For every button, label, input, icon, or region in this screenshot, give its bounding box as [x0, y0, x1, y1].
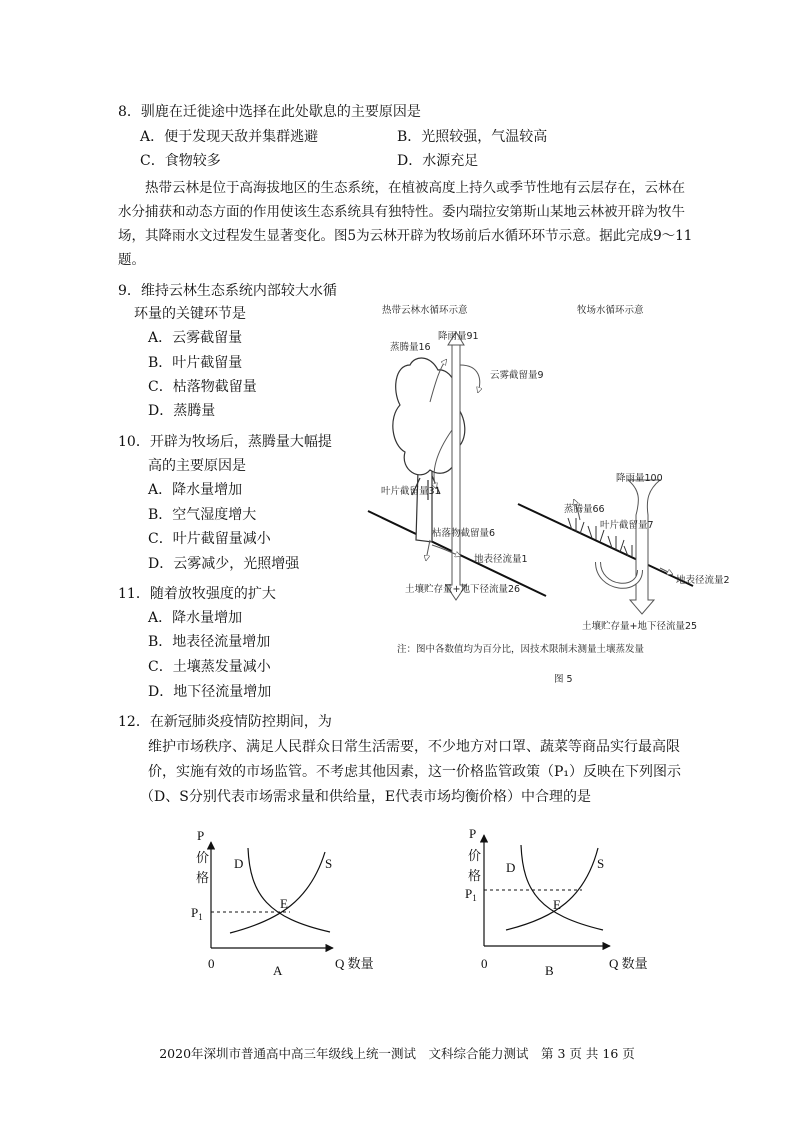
q9-option-c: C．枯落物截留量: [148, 379, 257, 395]
q8-stem: 8．驯鹿在迁徙途中选择在此处歇息的主要原因是: [118, 104, 421, 120]
forest-runoff-label: 地表径流量1: [474, 554, 528, 565]
figure-note: 注：图中各数值均为百分比，因技术限制未测量土壤蒸发量: [397, 644, 645, 655]
fig-title-forest: 热带云林水循环示意: [382, 305, 468, 316]
q11-option-d: D．地下径流量增加: [148, 684, 272, 700]
graph-b-e-label: E: [553, 897, 561, 912]
graph-a-p1-label: [191, 905, 203, 922]
q12-line2: 维护市场秩序、满足人民群众日常生活需要，不少地方对口罩、蔬菜等商品实行最高限: [148, 739, 680, 755]
q9-stem-line2: 环量的关键环节是: [134, 306, 246, 322]
graph-b-p-label: P: [469, 826, 477, 841]
graph-a-demand-curve: [248, 848, 333, 932]
graph-b-price-char2: 格: [468, 868, 482, 883]
q8-option-d: D．水源充足: [397, 153, 479, 169]
forest-fog-label: 云雾截留量9: [490, 370, 544, 381]
graph-b-d-label: D: [506, 860, 516, 875]
graph-b: [465, 826, 648, 978]
q10-option-d: D．云雾减少，光照增强: [148, 556, 300, 572]
q8-option-b: B．光照较强，气温较高: [397, 129, 548, 145]
pasture-soil-label: 土壤贮存量+地下径流量25: [582, 621, 698, 632]
graph-a-p1-sub: 1: [198, 912, 203, 922]
q12-line3: 价，实施有效的市场监管。不考虑其他因素，这一价格监管政策（P₁）反映在下列图示: [148, 764, 682, 780]
forest-rain-label: 降雨量91: [438, 331, 479, 342]
q9-option-b: B．叶片截留量: [148, 355, 243, 371]
graph-b-p1-sub: 1: [472, 893, 477, 903]
graph-b-s-label: S: [597, 856, 605, 871]
graph-b-q-label: Q 数量: [609, 956, 648, 971]
graph-b-caption: B: [545, 963, 554, 978]
passage-text: 热带云林是位于高海拔地区的生态系统，在植被高度上持久或季节性地有云层存在，云林在水分捕获和动态方面的作用使该生态系统具有独特性。委内瑞拉安第斯山某地云林被开辟为牧牛场，其降雨水文过程发生显著变化。图5为云林开辟为牧场前后水循环环节示意。据此完成9～11题。: [118, 180, 693, 268]
q11-option-b: B．地表径流量增加: [148, 634, 271, 650]
graph-a-caption: A: [273, 963, 283, 978]
graph-a-e-label: E: [280, 896, 288, 911]
q10-option-b: B．空气湿度增大: [148, 507, 257, 523]
q11-option-c: C．土壤蒸发量减小: [148, 659, 271, 675]
graph-b-price-char1: 价: [468, 848, 482, 863]
graph-b-origin: 0: [481, 956, 488, 971]
forest-leaf-label: 叶片截留量31: [381, 486, 441, 497]
q9-stem-line1: 9．维持云林生态系统内部较大水循: [118, 283, 337, 299]
graph-a-origin: 0: [208, 956, 215, 971]
pasture-rain-label: 降雨量100: [616, 473, 663, 484]
q10-option-a: A．降水量增加: [148, 482, 243, 498]
q9-option-d: D．蒸腾量: [148, 403, 216, 419]
q8-option-c: C．食物较多: [140, 153, 221, 169]
q10-stem-line2: 高的主要原因是: [148, 458, 246, 474]
graph-a-p1-text: P: [191, 905, 199, 920]
q9-option-a: A．云雾截留量: [148, 330, 243, 346]
graph-a: [191, 828, 374, 978]
fig-title-pasture: 牧场水循环示意: [577, 305, 644, 316]
pasture-leaf-label: 叶片截留量7: [600, 520, 654, 531]
q10-stem-line1: 10．开辟为牧场后，蒸腾量大幅提: [118, 434, 332, 450]
figure-caption: 图 5: [554, 674, 573, 685]
forest-soil-label: 土壤贮存量+地下径流量26: [405, 584, 521, 595]
q8-option-a: A．便于发现天敌并集群逃避: [140, 129, 319, 145]
q11-option-a: A．降水量增加: [148, 610, 243, 626]
graph-a-d-label: D: [234, 856, 244, 871]
graph-b-p1-text: P: [465, 886, 473, 901]
pasture-transp-label: 蒸腾量66: [564, 504, 605, 515]
forest-transp-label: 蒸腾量16: [390, 342, 431, 353]
q11-stem: 11．随着放牧强度的扩大: [118, 586, 276, 602]
graph-a-price-char2: 格: [196, 870, 210, 885]
q12-line1: 12．在新冠肺炎疫情防控期间，为: [118, 714, 332, 730]
graph-b-p1-label: [465, 886, 477, 903]
graph-a-price-char1: 价: [196, 850, 210, 865]
q12-line4: （D、S分别代表市场需求量和供给量，E代表市场均衡价格）中合理的是: [140, 789, 592, 805]
graph-b-demand-curve: [521, 845, 603, 930]
q10-option-c: C．叶片截留量减小: [148, 531, 271, 547]
graph-b-supply-curve: [506, 848, 598, 930]
pasture-runoff-label: 地表径流量2: [676, 575, 730, 586]
forest-litter-label: 枯落物截留量6: [432, 528, 496, 539]
graph-a-p-label: P: [197, 828, 205, 843]
graph-a-q-label: Q 数量: [335, 956, 374, 971]
page-footer: 2020年深圳市普通高中高三年级线上统一测试 文科综合能力测试 第 3 页 共 16 页: [159, 1046, 635, 1061]
graph-a-supply-curve: [230, 852, 325, 933]
graph-a-s-label: S: [325, 856, 333, 871]
